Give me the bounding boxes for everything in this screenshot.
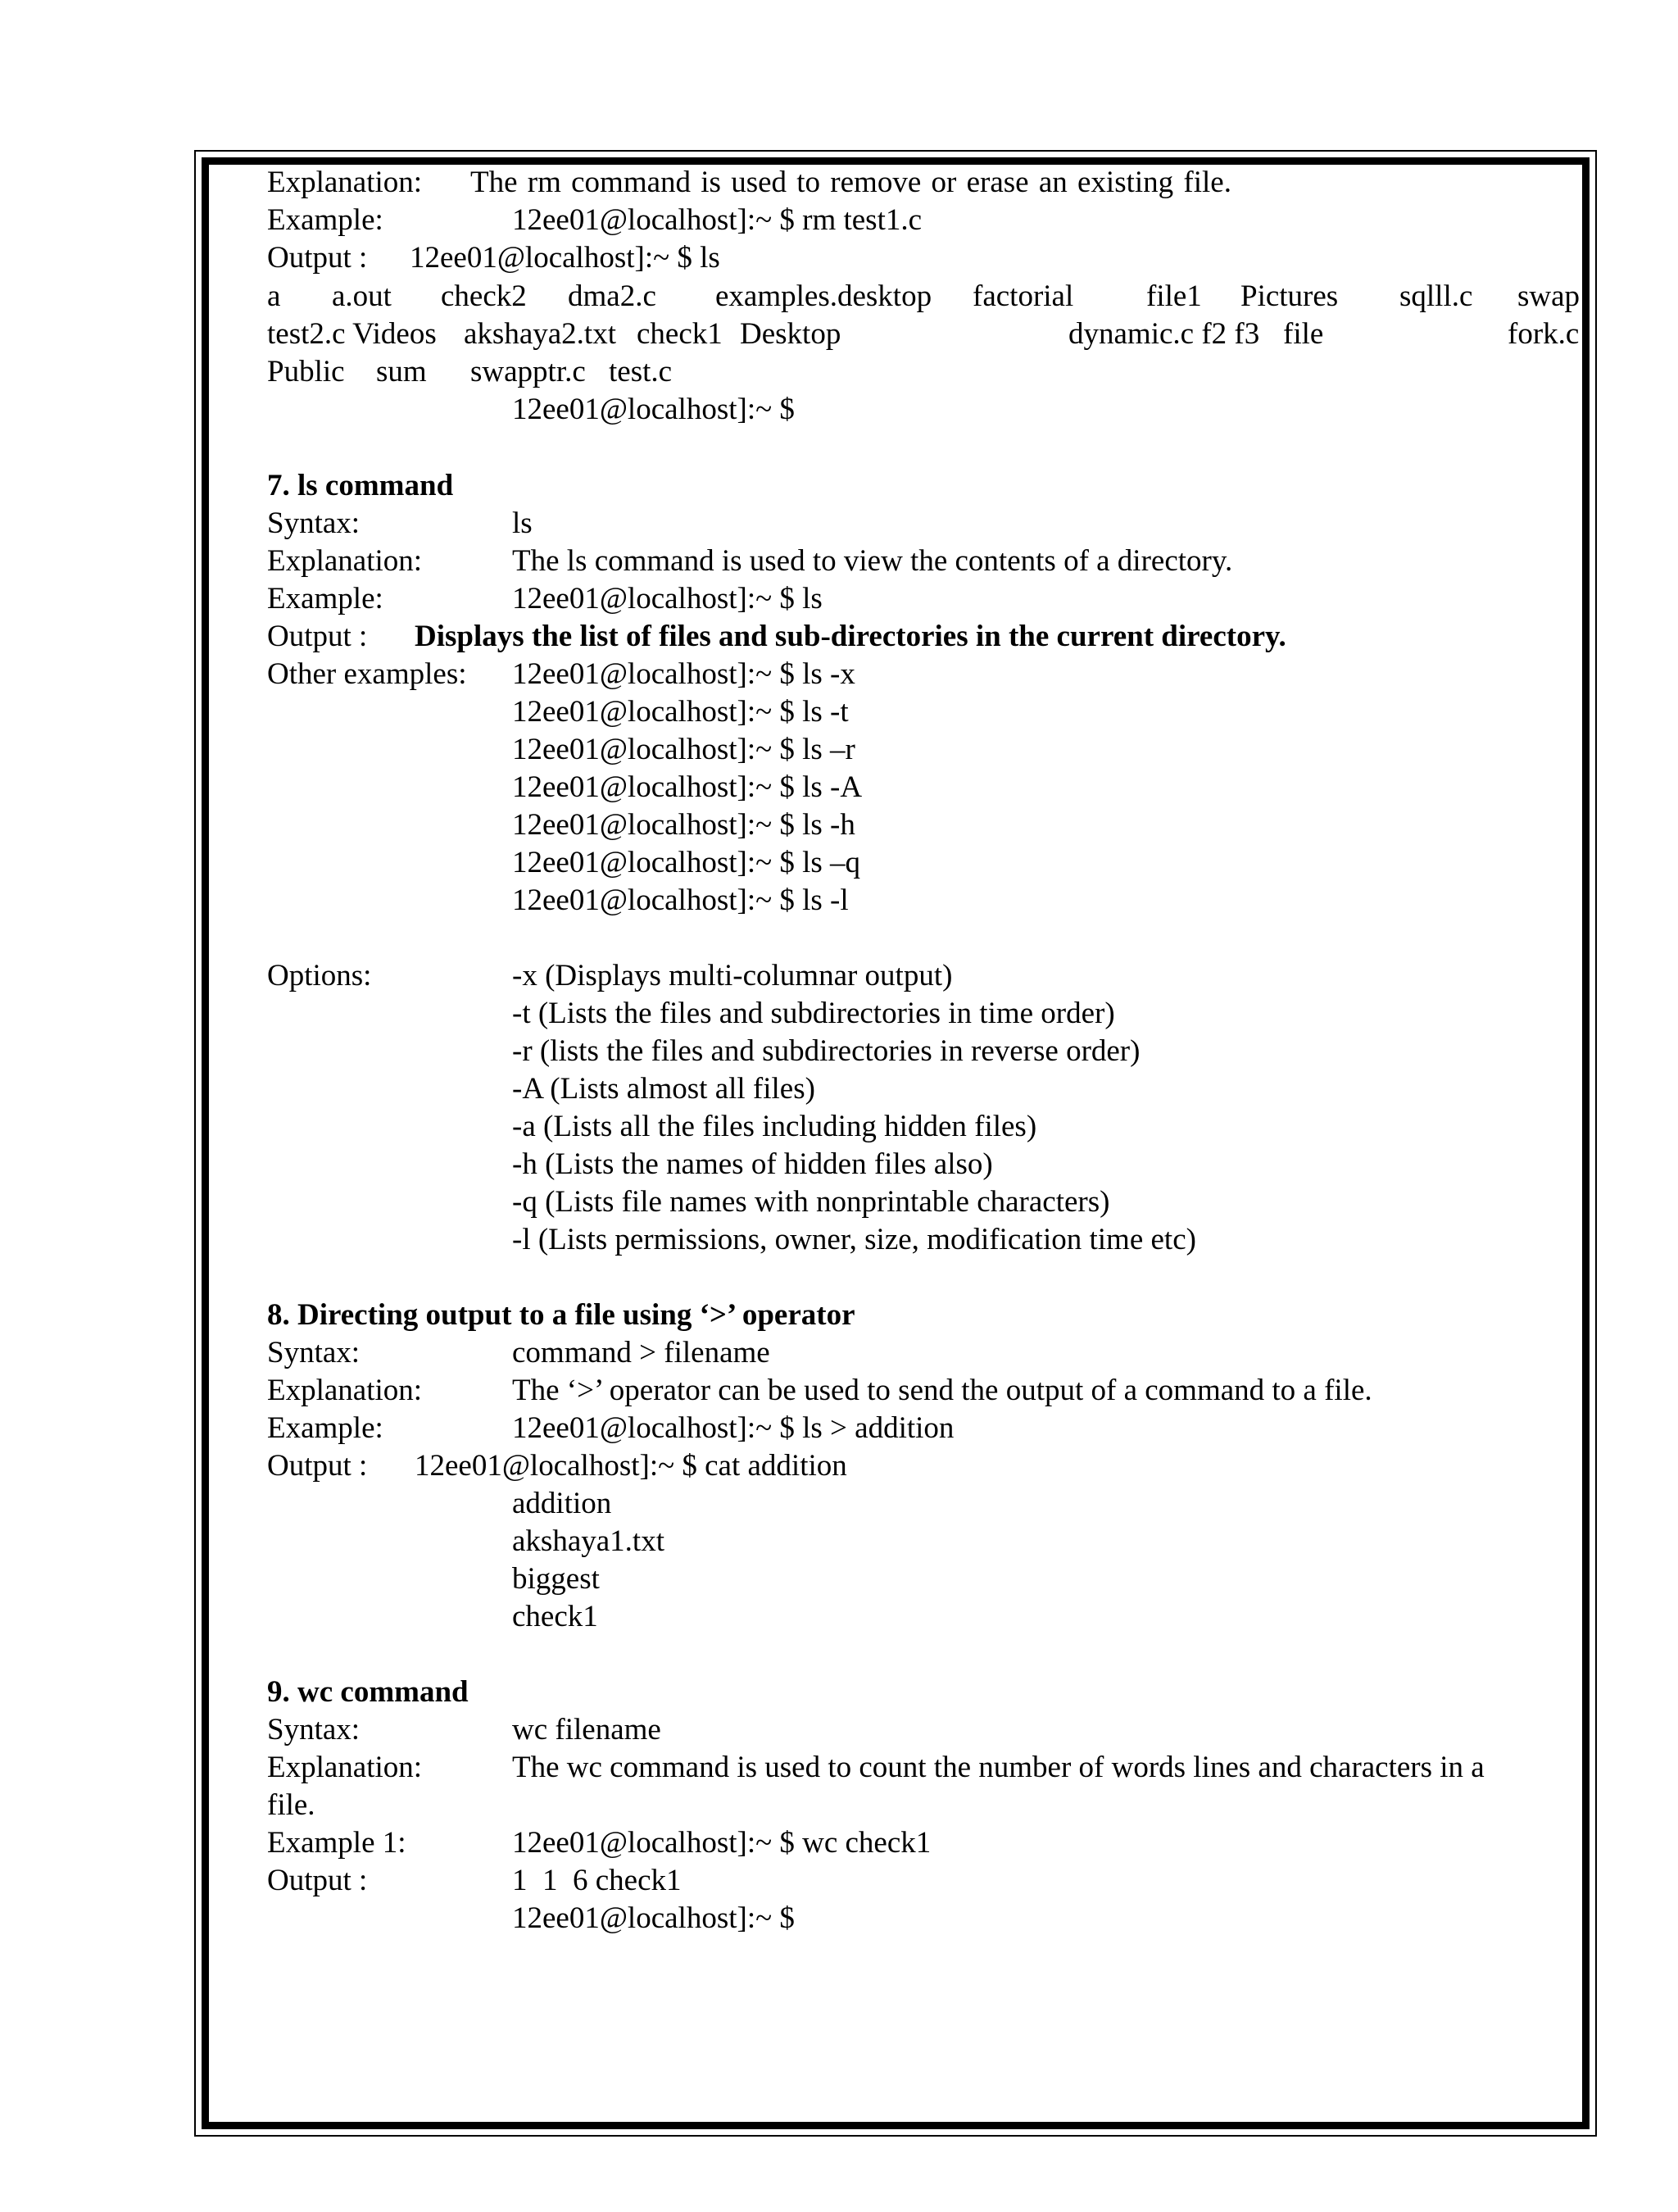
ls-file: akshaya2.txt <box>464 317 616 351</box>
ls-file: a <box>267 279 281 313</box>
redirect-syntax-label: Syntax: <box>267 1336 361 1369</box>
ls-other-example: 12ee01@localhost]:~ $ ls –r <box>512 733 855 766</box>
wc-output-label: Output : <box>267 1864 368 1897</box>
ls-file: test.c <box>609 355 673 388</box>
ls-file: sum <box>376 355 427 388</box>
ls-option: -l (Lists permissions, owner, size, modification time etc) <box>512 1223 1196 1256</box>
ls-file: dma2.c <box>568 279 656 313</box>
rm-explanation-label: Explanation: <box>267 166 423 199</box>
wc-syntax-value: wc filename <box>512 1713 661 1746</box>
redirect-output-line: akshaya1.txt <box>512 1524 664 1558</box>
redirect-output-line: addition <box>512 1487 612 1520</box>
ls-file: sqlll.c <box>1399 279 1473 313</box>
wc-example-command: 12ee01@localhost]:~ $ wc check1 <box>512 1826 932 1860</box>
redirect-output-line: check1 <box>512 1600 598 1633</box>
rm-explanation-text: The rm command is used to remove or erase an existing file. <box>470 166 1231 199</box>
ls-file: a.out <box>332 279 392 313</box>
wc-explanation-label: Explanation: <box>267 1751 423 1784</box>
ls-other-example: 12ee01@localhost]:~ $ ls -l <box>512 883 849 917</box>
rm-prompt: 12ee01@localhost]:~ $ <box>512 393 795 426</box>
rm-output-command: 12ee01@localhost]:~ $ ls <box>410 241 720 275</box>
redirect-explanation-label: Explanation: <box>267 1374 423 1407</box>
rm-example-command: 12ee01@localhost]:~ $ rm test1.c <box>512 203 923 237</box>
rm-example-label: Example: <box>267 203 383 237</box>
ls-other-example: 12ee01@localhost]:~ $ ls -t <box>512 695 849 729</box>
wc-prompt: 12ee01@localhost]:~ $ <box>512 1901 795 1935</box>
redirect-heading: 8. Directing output to a file using ‘>’ operator <box>267 1298 855 1332</box>
ls-heading: 7. ls command <box>267 469 454 502</box>
redirect-explanation-text: The ‘>’ operator can be used to send the output of a command to a file. <box>512 1374 1372 1407</box>
ls-output-text: Displays the list of files and sub-directories in the current directory. <box>415 620 1286 653</box>
ls-file: file1 <box>1146 279 1202 313</box>
ls-option: -t (Lists the files and subdirectories in time order) <box>512 997 1115 1030</box>
ls-file: dynamic.c f2 f3 <box>1068 317 1260 351</box>
wc-explanation-continuation: file. <box>267 1788 315 1822</box>
ls-other-example: 12ee01@localhost]:~ $ ls -A <box>512 770 863 804</box>
ls-file: Public <box>267 355 345 388</box>
ls-syntax-label: Syntax: <box>267 506 361 540</box>
ls-file: examples.desktop <box>715 279 932 313</box>
ls-explanation-label: Explanation: <box>267 544 423 578</box>
redirect-example-command: 12ee01@localhost]:~ $ ls > addition <box>512 1411 955 1445</box>
redirect-output-command: 12ee01@localhost]:~ $ cat addition <box>415 1449 847 1483</box>
ls-other-examples-label: Other examples: <box>267 657 467 691</box>
ls-file: swap <box>1517 279 1580 313</box>
ls-syntax-value: ls <box>512 506 533 540</box>
redirect-output-label: Output : <box>267 1449 368 1483</box>
ls-file: check1 <box>637 317 723 351</box>
rm-output-label: Output : <box>267 241 368 275</box>
ls-explanation-text: The ls command is used to view the contents of a directory. <box>512 544 1233 578</box>
ls-example-label: Example: <box>267 582 383 615</box>
ls-file: file <box>1283 317 1324 351</box>
ls-other-example: 12ee01@localhost]:~ $ ls -x <box>512 657 855 691</box>
ls-options-label: Options: <box>267 959 372 992</box>
ls-option: -A (Lists almost all files) <box>512 1072 815 1106</box>
ls-output-label: Output : <box>267 620 368 653</box>
ls-other-example: 12ee01@localhost]:~ $ ls –q <box>512 846 861 879</box>
ls-file: check2 <box>441 279 527 313</box>
ls-file: swapptr.c <box>470 355 586 388</box>
redirect-output-line: biggest <box>512 1562 600 1596</box>
ls-file: fork.c <box>1508 317 1580 351</box>
ls-file: Pictures <box>1240 279 1339 313</box>
wc-output-result: 1 1 6 check1 <box>512 1864 682 1897</box>
wc-heading: 9. wc command <box>267 1675 469 1709</box>
wc-syntax-label: Syntax: <box>267 1713 361 1746</box>
ls-option: -q (Lists file names with nonprintable characters) <box>512 1185 1110 1219</box>
redirect-syntax-value: command > filename <box>512 1336 770 1369</box>
ls-option: -r (lists the files and subdirectories in reverse order) <box>512 1034 1141 1068</box>
wc-explanation-text: The wc command is used to count the number of words lines and characters in a <box>512 1751 1485 1784</box>
redirect-example-label: Example: <box>267 1411 383 1445</box>
ls-option: -a (Lists all the files including hidden files) <box>512 1110 1037 1143</box>
ls-other-example: 12ee01@localhost]:~ $ ls -h <box>512 808 855 842</box>
ls-example-command: 12ee01@localhost]:~ $ ls <box>512 582 823 615</box>
ls-option: -x (Displays multi-columnar output) <box>512 959 953 992</box>
ls-option: -h (Lists the names of hidden files also) <box>512 1147 993 1181</box>
ls-file: test2.c Videos <box>267 317 437 351</box>
ls-file: Desktop <box>740 317 841 351</box>
ls-file: factorial <box>973 279 1074 313</box>
wc-example-label: Example 1: <box>267 1826 406 1860</box>
